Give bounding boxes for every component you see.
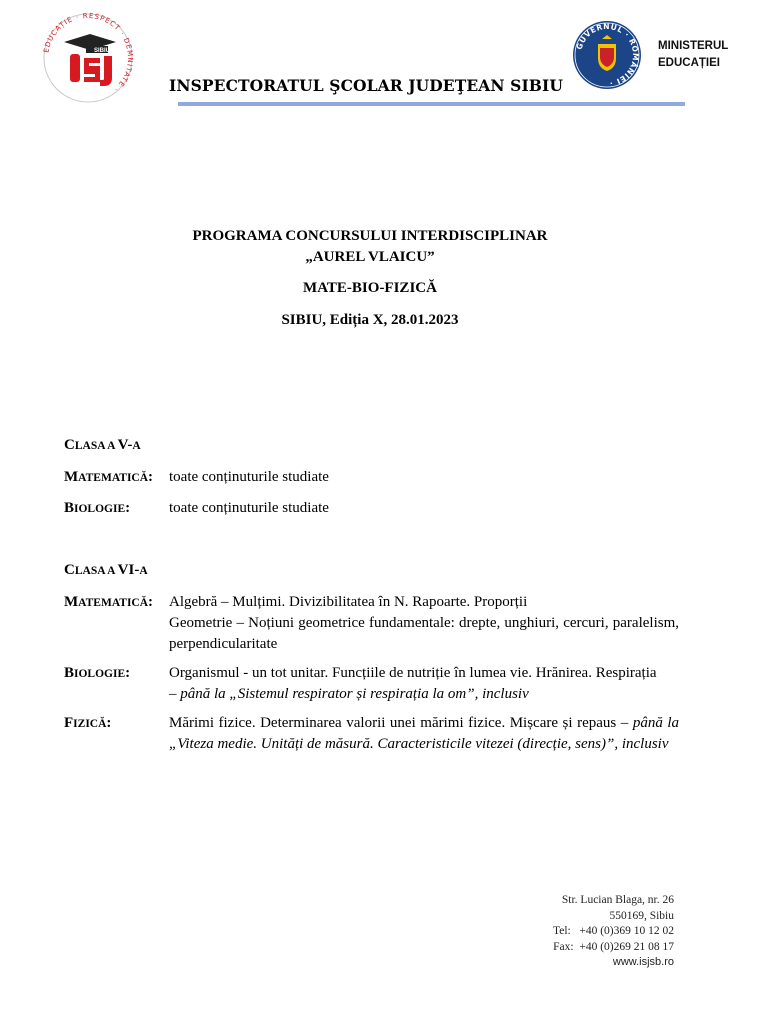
svg-text:GUVERNUL · ROMÂNIEI ·: GUVERNUL · ROMÂNIEI · bbox=[574, 21, 641, 88]
ministry-label bbox=[658, 38, 728, 72]
footer-postal: 550169, Sibiu bbox=[609, 909, 674, 922]
subject-content bbox=[169, 713, 679, 755]
subject-label: MATEMATICĂ: bbox=[64, 594, 154, 610]
svg-text:SIBIU: SIBIU bbox=[94, 48, 111, 54]
bio-content-limit: – până la „Sistemul respirator și respirația la om”, inclusiv bbox=[169, 686, 529, 702]
physics-content-limit: până la „Viteza medie. Unități de măsură. Caracteristicile vitezei (direcție, sens)”, inclusiv bbox=[169, 715, 680, 752]
svg-text:EDUCAȚIE · RESPECT · DEMNITATE: EDUCAȚIE · RESPECT · DEMNITATE · bbox=[42, 12, 134, 94]
contest-edition-date: SIBIU, Ediția X, 28.01.2023 bbox=[281, 312, 459, 328]
subject-content: toate conținuturile studiate bbox=[169, 469, 329, 485]
class-5-bio-row bbox=[64, 498, 676, 520]
class-6-math-row bbox=[64, 592, 679, 654]
physics-content: Mărimi fizice. Determinarea valorii unei mărimi fizice. Mișcare și repaus – bbox=[169, 715, 629, 731]
subject-content bbox=[169, 592, 679, 655]
header-divider bbox=[178, 102, 685, 106]
subject-label: MATEMATICĂ: bbox=[64, 469, 154, 485]
subject-label: FIZICĂ: bbox=[64, 715, 112, 731]
class-5-heading: CLASA A V-A bbox=[64, 437, 141, 453]
class-6-heading: CLASA A VI-A bbox=[64, 562, 148, 578]
program-title: PROGRAMA CONCURSULUI INTERDISCIPLINAR bbox=[192, 228, 548, 244]
class-5-math-row bbox=[64, 467, 676, 489]
ministry-line-1: MINISTERUL bbox=[658, 40, 729, 52]
subject-content bbox=[169, 663, 679, 705]
footer-contact bbox=[553, 893, 674, 971]
subject-label: BIOLOGIE: bbox=[64, 500, 131, 516]
header-title: INSPECTORATUL ŞCOLAR JUDEŢEAN SIBIU bbox=[169, 76, 563, 95]
ministry-line-2: EDUCAȚIEI bbox=[658, 57, 720, 69]
class-6-bio-row bbox=[64, 663, 676, 705]
bio-content: Organismul - un tot unitar. Funcțiile de nutriție în lumea vie. Hrănirea. Respirația bbox=[169, 665, 657, 681]
subject-content: toate conținuturile studiate bbox=[169, 500, 329, 516]
subject-label: BIOLOGIE: bbox=[64, 665, 131, 681]
footer-address: Str. Lucian Blaga, nr. 26 bbox=[561, 894, 674, 906]
math-algebra: Algebră – Mulțimi. Divizibilitatea în N. Rapoarte. Proporții bbox=[169, 594, 528, 610]
class-6-physics-row bbox=[64, 713, 680, 777]
footer-fax: Fax: +40 (0)269 21 08 17 bbox=[553, 940, 674, 953]
math-geometry: Geometrie – Noțiuni geometrice fundamentale: drepte, unghiuri, cercuri, paralelism, perpendicularitate bbox=[169, 615, 679, 652]
footer-tel: Tel: +40 (0)369 10 12 02 bbox=[553, 925, 674, 937]
contest-name: „AUREL VLAICU” bbox=[305, 249, 435, 265]
contest-subjects: MATE-BIO-FIZICĂ bbox=[303, 280, 437, 296]
footer-website-link[interactable]: www.isjsb.ro bbox=[612, 956, 674, 968]
